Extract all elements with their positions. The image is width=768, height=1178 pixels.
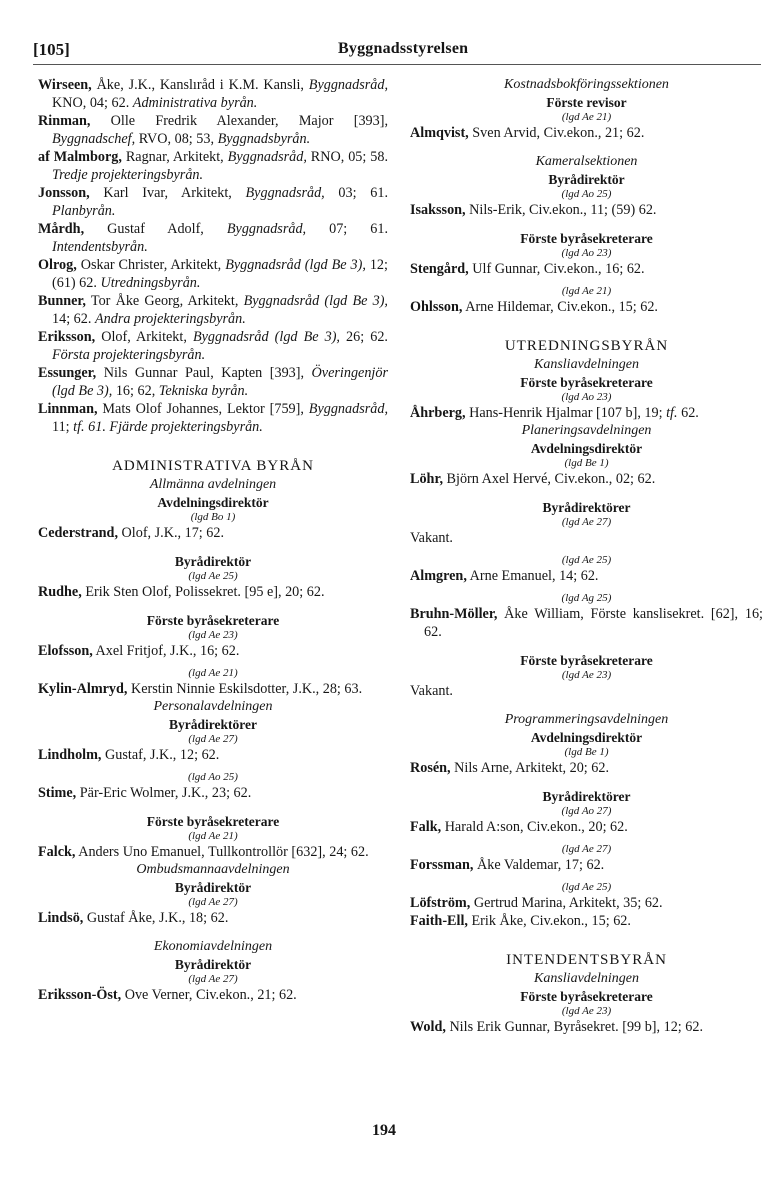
entry-ohlsson: Ohlsson, Arne Hildemar, Civ.ekon., 15; 62.: [410, 299, 658, 315]
grade-label: (lgd Ao 23): [561, 247, 612, 259]
grade-label: (lgd Ae 21): [188, 667, 238, 679]
entry-lindso: Lindsö, Gustaf Åke, J.K., 18; 62.: [38, 910, 229, 926]
entry-stime: Stime, Pär-Eric Wolmer, J.K., 23; 62.: [38, 785, 252, 801]
title-forste-revisor: Förste revisor: [546, 95, 627, 110]
entry-cederstrand: Cederstrand, Olof, J.K., 17; 62.: [38, 525, 225, 541]
section-personal: Personalavdelningen: [153, 699, 273, 714]
section-kostnadsbokforing: Kostnadsbokföringssektionen: [504, 77, 669, 92]
title-forste-byrasekreterare: Förste byråsekreterare: [520, 989, 653, 1004]
entry-lohr: Löhr, Björn Axel Hervé, Civ.ekon., 02; 62.: [410, 471, 656, 487]
running-title: Byggnadsstyrelsen: [338, 40, 469, 57]
vakant-text: Vakant.: [410, 683, 453, 699]
section-kameral: Kameralsektionen: [535, 154, 638, 169]
title-byradirektor: Byrådirektör: [174, 554, 252, 569]
entry-malmborg: af Malmborg, Ragnar, Arkitekt, Byggnadsråd, RNO, 05; 58. Tredje projekteringsbyrån.: [38, 149, 388, 183]
page-header: [33, 38, 761, 64]
entry-bruhn-moller: Bruhn-Möller, Åke William, Förste kanslisekret. [62], 16; 62.: [410, 606, 763, 640]
grade-label: (lgd Ae 25): [188, 570, 238, 582]
entry-eriksson-ost: Eriksson-Öst, Ove Verner, Civ.ekon., 21; 62.: [38, 987, 297, 1003]
entry-bunner: Bunner, Tor Åke Georg, Arkitekt, Byggnadsråd (lgd Be 3), 14; 62. Andra projekteringsbyrån.: [38, 293, 388, 327]
left-column: [38, 76, 388, 1004]
title-forste-byrasekreterare: Förste byråsekreterare: [146, 814, 280, 829]
entry-forssman: Forssman, Åke Valdemar, 17; 62.: [410, 857, 605, 873]
section-allmanna: Allmänna avdelningen: [149, 477, 277, 492]
grade-label: (lgd Be 1): [564, 457, 609, 469]
entry-isaksson: Isaksson, Nils-Erik, Civ.ekon., 11; (59) 62.: [410, 202, 657, 218]
grade-label: (lgd Ae 27): [188, 973, 238, 985]
vakant-text: Vakant.: [410, 530, 453, 546]
page-number-bracket: [105]: [33, 40, 70, 59]
grade-label: (lgd Bo 1): [190, 511, 236, 523]
grade-label: (lgd Ae 21): [561, 111, 612, 123]
entry-rinman: Rinman, Olle Fredrik Alexander, Major [393], Byggnadschef, RVO, 08; 53, Byggnadsbyrån.: [38, 113, 388, 147]
grade-label: (lgd Ao 23): [561, 391, 612, 403]
title-avdelningsdirektor: Avdelningsdirektör: [530, 441, 643, 456]
title-byradirektor: Byrådirektör: [174, 957, 252, 972]
grade-label: (lgd Ae 27): [561, 843, 612, 855]
title-byradirektorer: Byrådirektörer: [542, 500, 631, 515]
grade-label: (lgd Ae 21): [188, 830, 238, 842]
heading-administrativa-byran: ADMINISTRATIVA BYRÅN: [112, 458, 314, 474]
title-avdelningsdirektor: Avdelningsdirektör: [530, 730, 643, 745]
entry-lindholm: Lindholm, Gustaf, J.K., 12; 62.: [38, 747, 220, 763]
grade-label: (lgd Be 1): [564, 746, 609, 758]
header-rule: [33, 64, 761, 65]
entry-mardh: Mårdh, Gustaf Adolf, Byggnadsråd, 07; 61. Intendentsbyrån.: [38, 221, 389, 255]
entry-almgren: Almgren, Arne Emanuel, 14; 62.: [410, 568, 599, 584]
grade-label: (lgd Ao 27): [561, 805, 612, 817]
entry-linnman: Linnman, Mats Olof Johannes, Lektor [759], Byggnadsråd, 11; tf. 61. Fjärde projekteringsbyrån.: [38, 401, 388, 435]
entry-kylin-almryd: Kylin-Almryd, Kerstin Ninnie Eskilsdotter, J.K., 28; 63.: [38, 681, 363, 697]
entry-rosen: Rosén, Nils Arne, Arkitekt, 20; 62.: [410, 760, 610, 776]
entry-olrog: Olrog, Oskar Christer, Arkitekt, Byggnadsråd (lgd Be 3), 12; (61) 62. Utredningsbyrån.: [38, 257, 388, 291]
entry-eriksson: Eriksson, Olof, Arkitekt, Byggnadsråd (lgd Be 3), 26; 62. Första projekteringsbyrån.: [38, 329, 388, 363]
grade-label: (lgd Ae 27): [188, 896, 238, 908]
entry-lofstrom: Löfström, Gertrud Marina, Arkitekt, 35; 62.: [410, 895, 663, 911]
title-forste-byrasekreterare: Förste byråsekreterare: [520, 653, 653, 668]
entry-almqvist: Almqvist, Sven Arvid, Civ.ekon., 21; 62.: [410, 125, 645, 141]
grade-label: (lgd Ae 27): [188, 733, 238, 745]
title-byradirektor: Byrådirektör: [548, 172, 625, 187]
section-ekonomi: Ekonomiavdelningen: [153, 939, 273, 954]
grade-label: (lgd Ao 25): [561, 188, 612, 200]
title-forste-byrasekreterare: Förste byråsekreterare: [520, 231, 653, 246]
entry-falck: Falck, Anders Uno Emanuel, Tullkontrollör [632], 24; 62.: [38, 844, 369, 860]
heading-utredningsbyran: UTREDNINGSBYRÅN: [504, 338, 669, 354]
grade-label: (lgd Ae 23): [561, 1005, 612, 1017]
entry-essunger: Essunger, Nils Gunnar Paul, Kapten [393], Överingenjör (lgd Be 3), 16; 62, Tekniska byrån.: [38, 365, 388, 399]
title-forste-byrasekreterare: Förste byråsekreterare: [146, 613, 280, 628]
title-byradirektorer: Byrådirektörer: [169, 717, 257, 732]
entry-stengard: Stengård, Ulf Gunnar, Civ.ekon., 16; 62.: [410, 261, 645, 277]
entry-elofsson: Elofsson, Axel Fritjof, J.K., 16; 62.: [38, 643, 240, 659]
grade-label: (lgd Ae 23): [188, 629, 238, 641]
entry-ahrberg: Åhrberg, Hans-Henrik Hjalmar [107 b], 19; tf. 62.: [410, 405, 699, 421]
section-programmering: Programmeringsavdelningen: [504, 712, 669, 727]
entry-jonsson: Jonsson, Karl Ivar, Arkitekt, Byggnadsråd, 03; 61. Planbyrån.: [38, 185, 388, 219]
entry-falk: Falk, Harald A:son, Civ.ekon., 20; 62.: [410, 819, 628, 835]
grade-label: (lgd Ae 27): [561, 516, 612, 528]
entry-rudhe: Rudhe, Erik Sten Olof, Polissekret. [95 e], 20; 62.: [38, 584, 325, 600]
grade-label: (lgd Ae 25): [561, 554, 612, 566]
right-column: [410, 76, 763, 1036]
entry-wirseen: Wirseen, Åke, J.K., Kanslıråd i K.M. Kansli, Byggnadsråd, KNO, 04; 62. Administrativa byrån.: [38, 77, 388, 111]
title-forste-byrasekreterare: Förste byråsekreterare: [520, 375, 653, 390]
heading-intendentsbyran: INTENDENTSBYRÅN: [506, 952, 667, 968]
grade-label: (lgd Ao 25): [188, 771, 238, 783]
section-ombudsmanna: Ombudsmannaavdelningen: [136, 862, 290, 877]
entry-wold: Wold, Nils Erik Gunnar, Byråsekret. [99 b], 12; 62.: [410, 1019, 704, 1035]
section-kansli: Kansliavdelningen: [534, 357, 639, 372]
title-byradirektorer: Byrådirektörer: [542, 789, 631, 804]
page-footer-number: 194: [372, 1122, 396, 1139]
grade-label: (lgd Ag 25): [561, 592, 612, 604]
grade-label: (lgd Ae 23): [561, 669, 612, 681]
grade-label: (lgd Ae 25): [561, 881, 612, 893]
section-kansli: Kansliavdelningen: [534, 971, 639, 986]
grade-label: (lgd Ae 21): [561, 285, 612, 297]
section-planering: Planeringsavdelningen: [521, 423, 652, 438]
entry-faith-ell: Faith-Ell, Erik Åke, Civ.ekon., 15; 62.: [410, 913, 631, 929]
title-byradirektor: Byrådirektör: [174, 880, 252, 895]
title-avdelningsdirektor: Avdelningsdirektör: [157, 495, 269, 510]
